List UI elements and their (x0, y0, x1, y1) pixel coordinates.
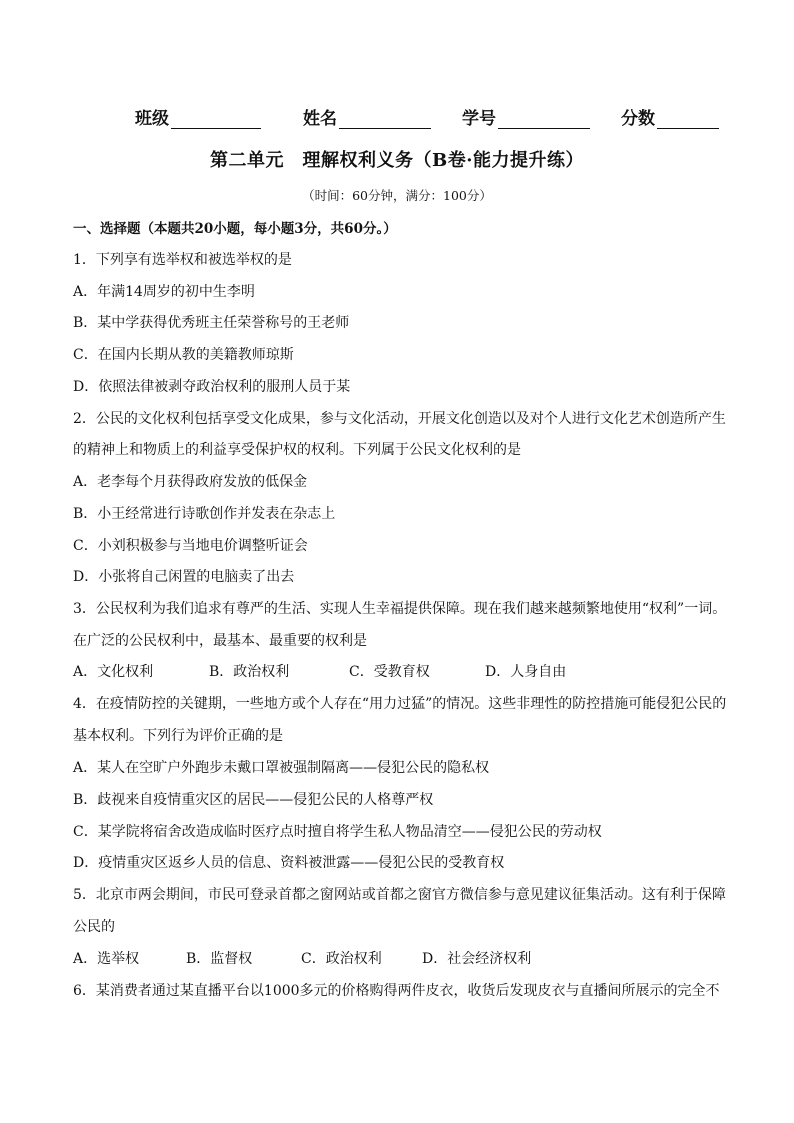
question-5-options (73, 949, 723, 969)
question-3-options (73, 662, 723, 682)
question-4-option-d[interactable]: D．疫情重灾区返乡人员的信息、资料被泄露——侵犯公民的受教育权 (73, 855, 505, 871)
name-label: 姓名 (303, 109, 337, 129)
score-blank[interactable] (657, 110, 719, 129)
question-4-option-c[interactable]: C．某学院将宿舍改造成临时医疗点时擅自将学生私人物品清空——侵犯公民的劳动权 (73, 824, 602, 840)
exam-subtitle: （时间：60分钟，满分：100分） (302, 188, 492, 203)
student-id-label: 学号 (462, 109, 496, 129)
question-5-option-c[interactable]: C．政治权利 (301, 951, 382, 967)
question-1-option-a[interactable]: A．年满14周岁的初中生李明 (73, 284, 255, 300)
question-4-stem-line-1: 4．在疫情防控的关键期，一些地方或个人存在“用力过猛”的情况。这些非理性的防控措施可能侵犯公民的 (73, 696, 727, 712)
question-3-option-c[interactable]: C．受教育权 (349, 664, 430, 680)
question-5-stem-line-2: 公民的 (73, 919, 115, 935)
class-field (135, 104, 261, 129)
question-3-stem-line-2: 在广泛的公民权利中，最基本、最重要的权利是 (73, 633, 367, 649)
question-3-option-a[interactable]: A．文化权利 (73, 664, 154, 680)
question-2-stem-line-2: 的精神上和物质上的利益享受保护权的权利。下列属于公民文化权利的是 (73, 442, 521, 458)
question-3-option-d[interactable]: D．人身自由 (485, 664, 567, 680)
class-blank[interactable] (171, 110, 261, 129)
question-4-stem-line-2: 基本权利。下列行为评价正确的是 (73, 728, 283, 744)
question-1-option-c[interactable]: C．在国内长期从教的美籍教师琼斯 (73, 347, 294, 363)
name-blank[interactable] (339, 110, 431, 129)
question-5-stem-line-1: 5．北京市两会期间，市民可登录首都之窗网站或首都之窗官方微信参与意见建议征集活动。这有利于保障 (73, 887, 726, 903)
score-field (621, 104, 719, 129)
question-2-option-c[interactable]: C．小刘积极参与当地电价调整听证会 (73, 538, 308, 554)
question-5-option-a[interactable]: A．选举权 (73, 951, 140, 967)
question-3-stem-line-1: 3．公民权利为我们追求有尊严的生活、实现人生幸福提供保障。现在我们越来越频繁地使用“权利”一词。 (73, 601, 727, 617)
question-1-stem: 1．下列享有选举权和被选举权的是 (73, 252, 292, 268)
question-1-option-d[interactable]: D．依照法律被剥夺政治权利的服刑人员于某 (73, 379, 351, 395)
question-2-option-d[interactable]: D．小张将自己闲置的电脑卖了出去 (73, 569, 295, 585)
student-id-field (462, 104, 590, 129)
page-title: 第二单元 理解权利义务（B卷·能力提升练） (210, 150, 584, 171)
question-2-option-a[interactable]: A．老李每个月获得政府发放的低保金 (73, 474, 308, 490)
question-2-stem-line-1: 2．公民的文化权利包括享受文化成果，参与文化活动，开展文化创造以及对个人进行文化艺术创造所产生 (73, 411, 726, 427)
question-5-option-d[interactable]: D．社会经济权利 (422, 951, 532, 967)
question-3-option-b[interactable]: B．政治权利 (209, 664, 290, 680)
question-4-option-a[interactable]: A．某人在空旷户外跑步未戴口罩被强制隔离——侵犯公民的隐私权 (73, 760, 490, 776)
question-6-stem-line-1: 6．某消费者通过某直播平台以1000多元的价格购得两件皮衣，收货后发现皮衣与直播间所展示的完全不 (73, 983, 720, 999)
question-4-option-b[interactable]: B．歧视来自疫情重灾区的居民——侵犯公民的人格尊严权 (73, 792, 434, 808)
student-id-blank[interactable] (498, 110, 590, 129)
section-heading: 一、选择题（本题共20小题，每小题3分，共60分。） (73, 221, 397, 237)
question-5-option-b[interactable]: B．监督权 (186, 951, 253, 967)
student-info-row (135, 104, 725, 130)
question-1-option-b[interactable]: B．某中学获得优秀班主任荣誉称号的王老师 (73, 315, 350, 331)
question-2-option-b[interactable]: B．小王经常进行诗歌创作并发表在杂志上 (73, 506, 336, 522)
score-label: 分数 (621, 109, 655, 129)
class-label: 班级 (135, 109, 169, 129)
name-field (303, 104, 431, 129)
